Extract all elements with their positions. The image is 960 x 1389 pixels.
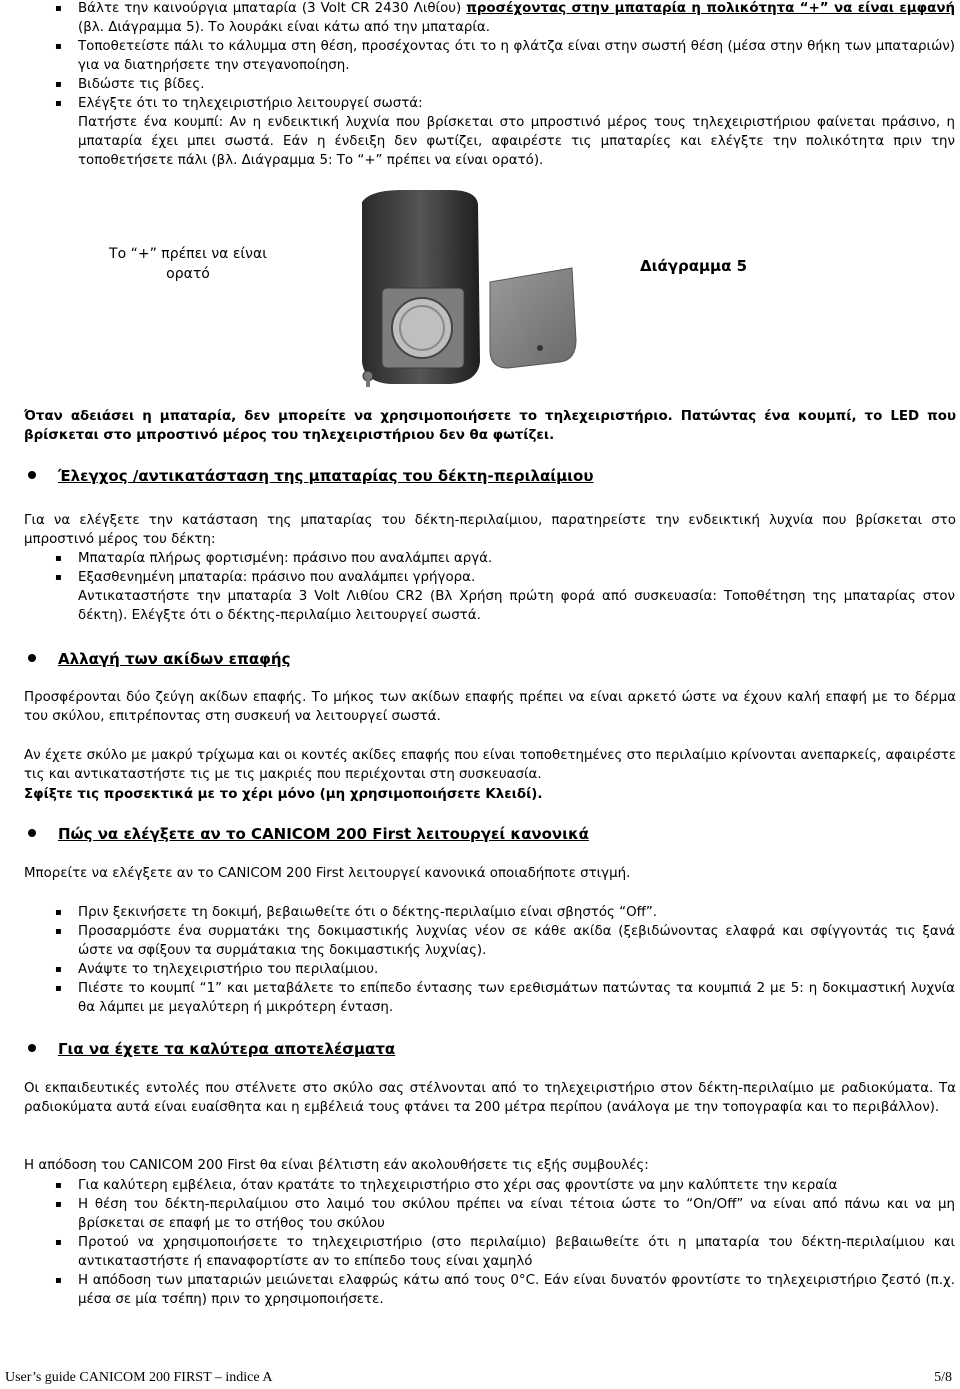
battery-warning: Όταν αδειάσει η μπαταρία, δεν μπορείτε να χρησιμοποιήσετε το τηλεχειριστήριο. Πατώντας ένα κουμπί, το LED που βρίσκεται στο μπροστινό μέρος του τηλεχειριστήριου δεν θα φωτίζει. bbox=[24, 409, 956, 443]
list-item: ▪ Πριν ξεκινήσετε τη δοκιμή, βεβαιωθείτε ότι ο δέκτης-περιλαίμιο είναι σβηστός “Off”. bbox=[55, 903, 955, 922]
step-text: Τοποθετείστε πάλι το κάλυμμα στη θέση, προσέχοντας ότι το η φλάτζα είναι στην σωστή θέση (μέσα στην θήκη των μπαταριών) για να διατηρήσετε την στεγανοποίηση. bbox=[78, 39, 955, 73]
paragraph: Η απόδοση του CANICOM 200 First θα είναι βέλτιστη εάν ακολουθήσετε τις εξής συμβουλές: bbox=[24, 1158, 649, 1173]
test-steps-list bbox=[55, 903, 955, 1017]
battery-cover bbox=[490, 268, 576, 368]
paragraph: Για να ελέγξετε την κατάσταση της μπαταρίας του δέκτη-περιλαίμιου, παρατηρείστε την ενδεικτική λυχνία που βρίσκεται στο μπροστινό μέρος του δέκτη: bbox=[24, 513, 956, 547]
bullet-dot bbox=[28, 829, 36, 837]
section-heading bbox=[28, 1040, 395, 1059]
paragraph-emphasis: Σφίξτε τις προσεκτικά με το χέρι μόνο (μη χρησιμοποιήσετε Κλειδί). bbox=[24, 787, 543, 802]
list-item: ▪ Για καλύτερη εμβέλεια, όταν κρατάτε το τηλεχειριστήριο στο χέρι σας φροντίστε να μην καλύπτετε την κεραία bbox=[55, 1176, 955, 1195]
list-item bbox=[55, 94, 955, 113]
list-item: ▪ Εξασθενημένη μπαταρία: πράσινο που αναλάμπει γρήγορα. bbox=[55, 568, 955, 587]
section-title: Πώς να ελέγξετε αν το CANICOM 200 First λειτουργεί κανονικά bbox=[58, 825, 589, 843]
battery-steps-list bbox=[55, 0, 955, 170]
list-item bbox=[55, 75, 955, 94]
section-heading bbox=[28, 650, 290, 669]
figure-label: Διάγραμμα 5 bbox=[640, 257, 748, 275]
paragraph: Οι εκπαιδευτικές εντολές που στέλνετε στο σκύλο σας στέλνονται από το τηλεχειριστήριο στον δέκτη-περιλαίμιο με ραδιοκύματα. Τα ραδιοκύματα αυτά είναι ευαίσθητα και η εμβέλειά τους φτάνει τα 200 μέτρα περίπου (ανάλογα με την τοπογραφία και το περιβάλλον). bbox=[24, 1081, 956, 1115]
figure-callout: Το “+” πρέπει να είναι ορατό bbox=[109, 246, 267, 282]
led-status-list bbox=[55, 549, 955, 625]
footer-title: User’s guide CANICOM 200 FIRST – indice A bbox=[5, 1370, 273, 1385]
page-number: 5/8 bbox=[934, 1370, 952, 1385]
list-item bbox=[55, 0, 955, 37]
paragraph: Προσφέρονται δύο ζεύγη ακίδων επαφής. Το μήκος των ακίδων επαφής πρέπει να είναι αρκετό ώστε να έχουν καλή επαφή με το δέρμα του σκύλου, επιτρέποντας στη συσκευή να λειτουργεί σωστά. bbox=[24, 690, 956, 724]
bullet-dot bbox=[28, 1044, 36, 1052]
screw-shaft bbox=[366, 379, 370, 387]
list-item: ▪ Ανάψτε το τηλεχειριστήριο του περιλαίμιου. bbox=[55, 960, 955, 979]
list-item: ▪ Μπαταρία πλήρως φορτισμένη: πράσινο που αναλάμπει αργά. bbox=[55, 549, 955, 568]
section-title: Έλεγχος /αντικατάσταση της μπαταρίας του δέκτη-περιλαίμιου bbox=[58, 467, 594, 485]
section-title: Αλλαγή των ακίδων επαφής bbox=[58, 650, 291, 668]
step-text: Βάλτε την καινούργια μπαταρία (3 Volt CR 2430 Λιθίου) bbox=[78, 1, 467, 16]
section-heading bbox=[28, 825, 589, 844]
bullet-dot bbox=[28, 471, 36, 479]
step-text: Πατήστε ένα κουμπί: Αν η ενδεικτική λυχνία που βρίσκεται στο μπροστινό μέρος τους τηλεχειριστήριου φαίνεται πράσινο, η μπαταρία έχει μπει σωστά. Εάν η ένδειξη δεν φωτίζει, αφαιρέστε τις μπαταρίες και ελέγξτε την πολικότητα πριν την τοποθετήσετε πάλι (βλ. Διάγραμμα 5: Το “+” πρέπει να είναι ορατό). bbox=[78, 115, 955, 168]
step-text: (βλ. Διάγραμμα 5). Το λουράκι είναι κάτω από την μπαταρία. bbox=[78, 20, 491, 35]
list-item-continuation bbox=[55, 113, 955, 170]
cover-screw-hole bbox=[537, 345, 543, 351]
step-text: Ελέγξτε ότι το τηλεχειριστήριο λειτουργεί σωστά: bbox=[78, 96, 423, 111]
list-item: ▪ Πιέστε το κουμπί “1” και μεταβάλετε το επίπεδο έντασης των ερεθισμάτων πατώντας τα κουμπιά 2 με 5: η δοκιμαστική λυχνία θα λάμπει με μεγαλύτερη ή μικρότερη ένταση. bbox=[55, 979, 955, 1017]
paragraph: Αν έχετε σκύλο με μακρύ τρίχωμα και οι κοντές ακίδες επαφής που είναι τοποθετημένες στο περιλαίμιο κρίνονται ανεπαρκείς, αφαιρέστε τις και αντικαταστήστε τις με τις μακριές που περιέχονται στη συσκευασία. bbox=[24, 748, 956, 782]
list-item: ▪ Η απόδοση των μπαταριών μειώνεται ελαφρώς κάτω από τους 0°C. Εάν είναι δυνατόν φροντίστε το τηλεχειριστήριο ζεστό (π.χ. μέσα σε μία τσέπη) πριν το χρησιμοποιήσετε. bbox=[55, 1271, 955, 1309]
list-item bbox=[55, 37, 955, 75]
section-heading bbox=[28, 467, 593, 486]
section-title: Για να έχετε τα καλύτερα αποτελέσματα bbox=[58, 1040, 396, 1058]
page-footer bbox=[5, 1368, 952, 1387]
step-text: Βιδώστε τις βίδες. bbox=[78, 77, 205, 92]
list-item: ▪ Προτού να χρησιμοποιήσετε το τηλεχειριστήριο (στο περιλαίμιο) βεβαιωθείτε ότι η μπαταρία του δέκτη-περιλαίμιου και αντικαταστήστε ή επαναφορτίστε αν το επίπεδο τους είναι χαμηλό bbox=[55, 1233, 955, 1271]
tips-list bbox=[55, 1176, 955, 1309]
list-item-continuation: Αντικαταστήστε την μπαταρία 3 Volt Λιθίου CR2 (Βλ Χρήση πρώτη φορά από συσκευασία: Τοποθέτηση της μπαταρίας στον δέκτη). Ελέγξτε ότι ο δέκτης-περιλαίμιο λειτουργεί σωστά. bbox=[78, 589, 955, 623]
remote-battery-illustration bbox=[340, 190, 580, 390]
paragraph: Μπορείτε να ελέγξετε αν το CANICOM 200 First λειτουργεί κανονικά οποιαδήποτε στιγμή. bbox=[24, 866, 631, 881]
list-item: ▪ Η θέση του δέκτη-περιλαίμιου στο λαιμό του σκύλου πρέπει να είναι τέτοια ώστε το “On/Off” να είναι από πάνω και να μη βρίσκεται σε επαφή με το στήθος του σκύλου bbox=[55, 1195, 955, 1233]
list-item: ▪ Προσαρμόστε ένα συρματάκι της δοκιμαστικής λυχνίας νέον σε κάθε ακίδα (ξεβιδώνοντας ελαφρά και σφίγγοντάς τις ξανά ώστε να σφίξουν τα συρμάτακια της δοκιμαστικής λυχνίας). bbox=[55, 922, 955, 960]
polarity-warning: προσέχοντας στην μπαταρία η πολικότητα “+” να είναι εμφανή bbox=[466, 1, 955, 16]
bullet-dot bbox=[28, 654, 36, 662]
